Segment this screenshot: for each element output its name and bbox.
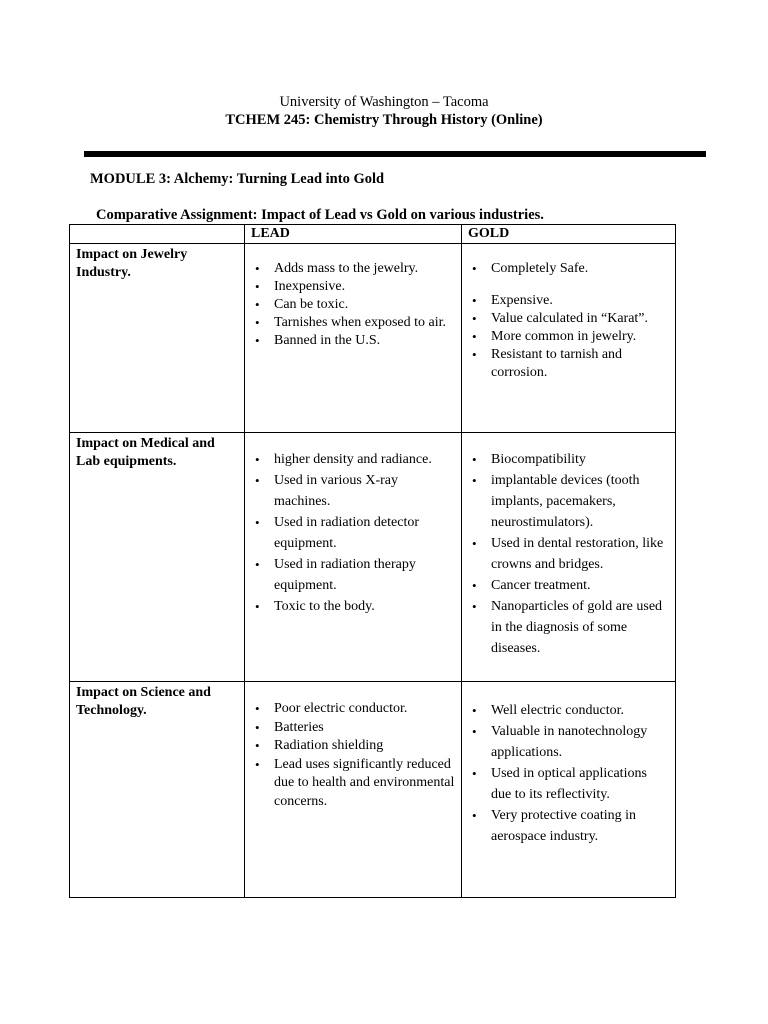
list-item: • Biocompatibility	[491, 449, 669, 470]
header-cell-lead: LEAD	[245, 225, 462, 244]
list-item: • Valuable in nanotechnology applications.	[491, 721, 669, 763]
header-cell-empty	[70, 225, 245, 244]
list-item: • Used in dental restoration, like crowns and bridges.	[491, 533, 669, 575]
list-item: • Banned in the U.S.	[274, 332, 455, 350]
list-item: • implantable devices (tooth implants, pacemakers, neurostimulators).	[491, 470, 669, 533]
list-item: • Batteries	[274, 719, 455, 738]
table-row	[70, 433, 676, 682]
table-row	[70, 682, 676, 898]
header-divider	[84, 151, 706, 157]
list-item: • Can be toxic.	[274, 296, 455, 314]
list-item: • Used in radiation detector equipment.	[274, 512, 455, 554]
list-item: • Resistant to tarnish and corrosion.	[491, 346, 669, 382]
course-title: TCHEM 245: Chemistry Through History (Online)	[225, 112, 543, 128]
list-item: • Lead uses significantly reduced due to health and environmental concerns.	[274, 756, 455, 812]
table-header-row	[70, 225, 676, 244]
table-row	[70, 244, 676, 433]
list-item: • Tarnishes when exposed to air.	[274, 314, 455, 332]
list-item: • Very protective coating in aerospace industry.	[491, 805, 669, 847]
list-item: • Poor electric conductor.	[274, 700, 455, 719]
gold-cell-science	[462, 682, 676, 898]
list-item: • Used in various X-ray machines.	[274, 470, 455, 512]
list-item: • Inexpensive.	[274, 278, 455, 296]
list-item: • Used in radiation therapy equipment.	[274, 554, 455, 596]
gold-cell-jewelry	[462, 244, 676, 433]
list-item: • Toxic to the body.	[274, 596, 455, 617]
list-item: • Nanoparticles of gold are used in the diagnosis of some diseases.	[491, 596, 669, 659]
list-item: • Radiation shielding	[274, 737, 455, 756]
lead-cell-medical	[245, 433, 462, 682]
row-label-jewelry: Impact on Jewelry Industry.	[70, 244, 245, 433]
list-item: • Completely Safe.	[491, 260, 669, 278]
module-heading: MODULE 3: Alchemy: Turning Lead into Gold	[90, 171, 385, 187]
list-item: • higher density and radiance.	[274, 449, 455, 470]
list-item: • Adds mass to the jewelry.	[274, 260, 455, 278]
list-item: • Used in optical applications due to its reflectivity.	[491, 763, 669, 805]
list-item: • Well electric conductor.	[491, 700, 669, 721]
row-label-medical: Impact on Medical and Lab equipments.	[70, 433, 245, 682]
university-title: University of Washington – Tacoma	[279, 94, 489, 110]
comparison-table	[69, 224, 676, 898]
list-item: • Expensive.	[491, 292, 669, 310]
lead-cell-science	[245, 682, 462, 898]
assignment-heading: Comparative Assignment: Impact of Lead vs Gold on various industries.	[96, 207, 544, 223]
lead-cell-jewelry	[245, 244, 462, 433]
list-item: • Cancer treatment.	[491, 575, 669, 596]
list-item: • Value calculated in “Karat”.	[491, 310, 669, 328]
header-cell-gold: GOLD	[462, 225, 676, 244]
gold-cell-medical	[462, 433, 676, 682]
list-item: • More common in jewelry.	[491, 328, 669, 346]
row-label-science: Impact on Science and Technology.	[70, 682, 245, 898]
